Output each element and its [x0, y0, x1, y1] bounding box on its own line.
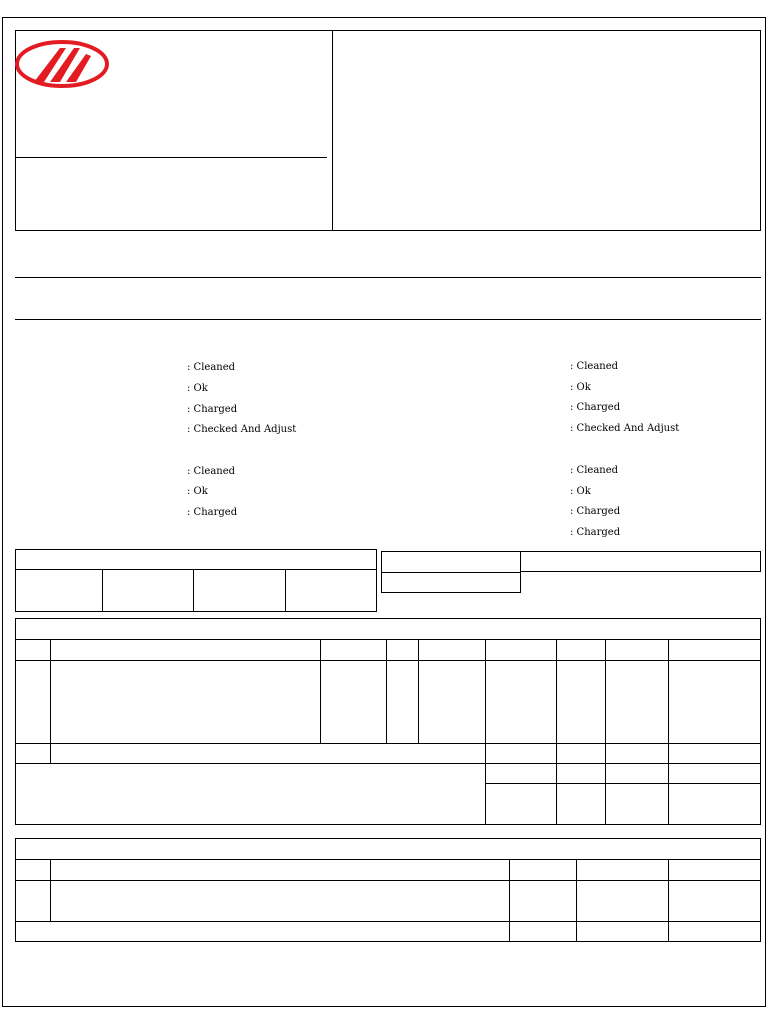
- summary-table-left-col-3: [285, 569, 286, 612]
- company-header-divider: [15, 157, 327, 158]
- summary-table-right-cell-a: [381, 551, 521, 573]
- summary-table-right-cell-b: [520, 551, 761, 572]
- check-item-right-1: : Cleaned: [570, 361, 619, 372]
- parts-table-total-line: [15, 743, 761, 744]
- labour-col-1: [50, 859, 51, 921]
- check-item-left-6: : Ok: [187, 486, 208, 497]
- parts-col-2: [320, 639, 321, 743]
- summary-table-left-header-line: [15, 569, 377, 570]
- check-item-right-5: : Cleaned: [570, 465, 619, 476]
- parts-col-4: [418, 639, 419, 743]
- parts-table-title-line: [15, 639, 761, 640]
- check-item-left-5: : Cleaned: [187, 466, 236, 477]
- check-item-left-1: : Cleaned: [187, 362, 236, 373]
- summary-table-left-col-1: [102, 569, 103, 612]
- check-item-left-4: : Checked And Adjust: [187, 424, 297, 435]
- check-item-right-3: : Charged: [570, 402, 621, 413]
- check-item-left-2: : Ok: [187, 383, 208, 394]
- labour-table-total-line: [15, 921, 761, 922]
- summary-table-left-col-2: [193, 569, 194, 612]
- invoice-details-box: [332, 30, 761, 231]
- parts-col-1: [50, 639, 51, 763]
- parts-table: [15, 618, 761, 825]
- labour-col-2: [509, 859, 510, 942]
- parts-table-subtotal-line: [15, 763, 761, 764]
- parts-col-7: [605, 639, 606, 825]
- check-item-right-8: : Charged: [570, 527, 621, 538]
- check-item-right-4: : Checked And Adjust: [570, 423, 680, 434]
- summary-table-right-cell-c: [381, 572, 521, 593]
- section-divider-bottom: [15, 319, 761, 320]
- parts-col-5: [485, 639, 486, 825]
- labour-col-3: [576, 859, 577, 942]
- parts-table-tax-line: [485, 783, 761, 784]
- check-item-right-2: : Ok: [570, 382, 591, 393]
- parts-col-3: [386, 639, 387, 743]
- check-item-left-7: : Charged: [187, 507, 238, 518]
- mahindra-logo-icon: [14, 38, 110, 90]
- labour-table-title-line: [15, 859, 761, 860]
- check-item-right-7: : Charged: [570, 506, 621, 517]
- parts-table-header-line: [15, 660, 761, 661]
- parts-col-6: [556, 639, 557, 825]
- check-item-right-6: : Ok: [570, 486, 591, 497]
- labour-table: [15, 838, 761, 942]
- parts-col-8: [668, 639, 669, 825]
- labour-col-4: [668, 859, 669, 942]
- summary-table-left: [15, 549, 377, 612]
- check-item-left-3: : Charged: [187, 404, 238, 415]
- section-divider-top: [15, 277, 761, 278]
- labour-table-header-line: [15, 880, 761, 881]
